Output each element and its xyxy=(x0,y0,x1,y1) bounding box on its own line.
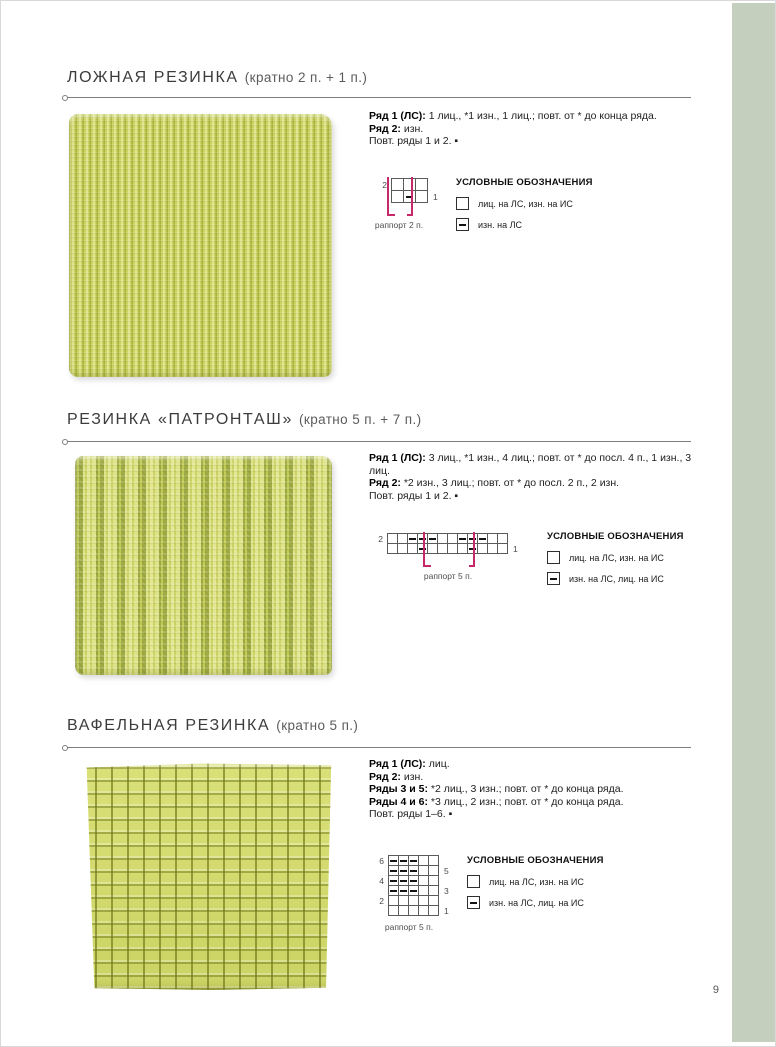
legend-title: УСЛОВНЫЕ ОБОЗНАЧЕНИЯ xyxy=(547,531,684,542)
chart-row-number: 1 xyxy=(444,905,449,916)
legend-symbol-knit xyxy=(467,875,480,888)
instruction-line: Повт. ряды 1 и 2. ▪ xyxy=(369,489,459,502)
pattern-title xyxy=(67,69,367,87)
section-divider xyxy=(65,97,691,98)
instruction-line: Ряд 2: *2 изн., 3 лиц.; повт. от * до посл. 2 п., 2 изн. xyxy=(369,477,620,490)
pattern-title xyxy=(67,411,422,429)
legend-symbol-knit xyxy=(456,197,469,210)
stitch-chart xyxy=(369,533,527,581)
instruction-line: Повт. ряды 1 и 2. ▪ xyxy=(369,135,459,148)
chart-row-number: 3 xyxy=(444,885,449,896)
knit-swatch-photo-false-rib xyxy=(69,114,332,377)
legend-entry-text: изн. на ЛС, лиц. на ИС xyxy=(489,897,584,908)
instruction-line: Ряд 2: изн. xyxy=(369,122,424,135)
knit-swatch-photo-waffle-rib xyxy=(79,763,335,990)
chart-cell-knit xyxy=(415,190,428,203)
chart-row-number: 6 xyxy=(379,855,384,866)
page-edge-band xyxy=(732,3,775,1042)
legend-entry-text: изн. на ЛС xyxy=(478,219,523,230)
chart-legend xyxy=(456,177,593,239)
legend-entry-text: изн. на ЛС, лиц. на ИС xyxy=(569,573,664,584)
pattern-instructions xyxy=(369,452,714,502)
legend-entry xyxy=(547,572,684,585)
chart-row-number: 5 xyxy=(444,865,449,876)
legend-entry-text: лиц. на ЛС, изн. на ИС xyxy=(569,552,664,563)
instruction-line: Ряд 1 (ЛС): лиц. xyxy=(369,758,450,770)
legend-title: УСЛОВНЫЕ ОБОЗНАЧЕНИЯ xyxy=(456,177,593,188)
section-divider xyxy=(65,441,691,442)
chart-row-number: 2 xyxy=(379,895,384,906)
legend-entry xyxy=(467,896,604,909)
rapport-line-foot xyxy=(407,214,413,216)
knit-swatch-photo-cartridge-rib xyxy=(75,456,332,675)
pattern-title-text: РЕЗИНКА «ПАТРОНТАШ» xyxy=(67,411,293,428)
instruction-line: Ряд 1 (ЛС): 3 лиц., *1 изн., 4 лиц.; повт. от * до посл. 4 п., 1 изн., 3 лиц. xyxy=(369,452,692,477)
page-number: 9 xyxy=(712,984,719,996)
legend-symbol-purl xyxy=(547,572,560,585)
chart-row-number xyxy=(369,543,388,554)
chart-row xyxy=(369,543,527,554)
chart-row xyxy=(373,190,447,203)
chart-row-number: 1 xyxy=(513,543,518,554)
instruction-line: Ряд 2: изн. xyxy=(369,770,424,783)
instruction-line: Повт. ряды 1–6. ▪ xyxy=(369,808,453,821)
pattern-title-text: ЛОЖНАЯ РЕЗИНКА xyxy=(67,69,239,86)
legend-entry xyxy=(467,875,604,888)
rapport-label: раппорт 2 п. xyxy=(374,220,424,230)
legend-symbol-knit xyxy=(547,551,560,564)
chart-row xyxy=(370,905,458,916)
chart-legend xyxy=(467,855,604,917)
legend-entry-text: лиц. на ЛС, изн. на ИС xyxy=(489,876,584,887)
chart-row-number: 2 xyxy=(378,533,383,544)
legend-entry-text: лиц. на ЛС, изн. на ИС xyxy=(478,198,573,209)
chart-row-number xyxy=(370,905,389,916)
rapport-label: раппорт 5 п. xyxy=(423,571,473,581)
rapport-line xyxy=(387,177,389,216)
legend-symbol-purl xyxy=(467,896,480,909)
stitch-chart xyxy=(370,855,458,932)
pattern-subtitle: (кратно 5 п. + 7 п.) xyxy=(299,412,422,427)
rapport-line xyxy=(411,177,413,216)
pattern-title-text: ВАФЕЛЬНАЯ РЕЗИНКА xyxy=(67,717,271,734)
chart-cell-knit xyxy=(428,905,439,916)
pattern-subtitle: (кратно 5 п.) xyxy=(276,718,359,733)
chart-row-number: 2 xyxy=(382,179,387,190)
section-divider xyxy=(65,747,691,748)
chart-row-number xyxy=(373,190,392,203)
chart-cell-knit xyxy=(497,543,508,554)
legend-entry xyxy=(547,551,684,564)
chart-legend xyxy=(547,531,684,593)
rapport-line-foot xyxy=(425,565,431,567)
legend-entry xyxy=(456,197,593,210)
legend-entry xyxy=(456,218,593,231)
legend-symbol-purl xyxy=(456,218,469,231)
instruction-line: Ряды 4 и 6: *3 лиц., 2 изн.; повт. от * до конца ряда. xyxy=(369,795,624,808)
rapport-line-foot xyxy=(469,565,475,567)
chart-row-number: 4 xyxy=(379,875,384,886)
pattern-instructions xyxy=(369,758,714,821)
pattern-subtitle: (кратно 2 п. + 1 п.) xyxy=(244,70,368,85)
rapport-line-foot xyxy=(389,214,395,216)
instruction-line: Ряд 1 (ЛС): 1 лиц., *1 изн., 1 лиц.; повт. от * до конца ряда. xyxy=(369,110,657,122)
instruction-line: Ряды 3 и 5: *2 лиц., 3 изн.; повт. от * до конца ряда. xyxy=(369,783,624,796)
rapport-line xyxy=(473,532,475,567)
rapport-label: раппорт 5 п. xyxy=(384,922,434,932)
pattern-instructions xyxy=(369,110,714,148)
chart-row-number: 1 xyxy=(433,191,438,202)
pattern-title xyxy=(67,717,358,735)
legend-title: УСЛОВНЫЕ ОБОЗНАЧЕНИЯ xyxy=(467,855,604,866)
rapport-line xyxy=(423,532,425,567)
stitch-chart xyxy=(373,178,447,230)
